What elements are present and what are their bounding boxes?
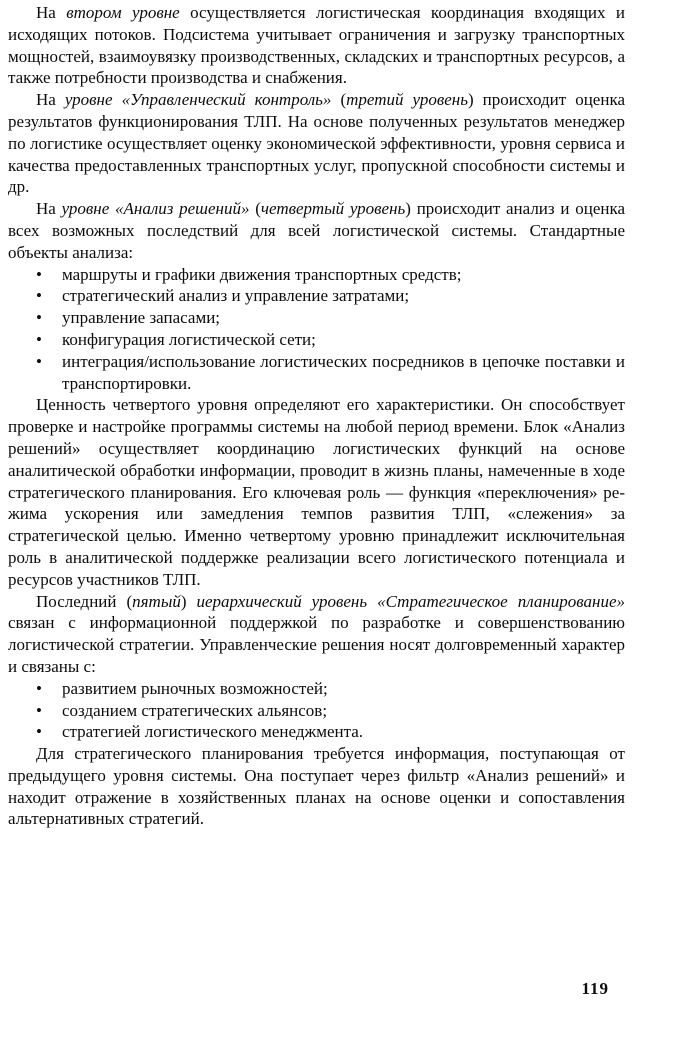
- analysis-objects-list: [8, 264, 625, 395]
- paragraph-third-level: [8, 89, 625, 198]
- italic-term: четвертый уровень: [260, 199, 406, 219]
- paragraph-text: ) происходит оценка результатов функционирования ТЛП. На основе полученных результатов менеджер по логистике осуществляет оценку экономической эффективности, уровня сервиса и качества предоставленных транспортных услуг, пропускной способности системы и др.: [8, 90, 625, 197]
- list-item-text: созданием стратегических альянсов;: [62, 700, 328, 720]
- list-item-text: маршруты и графики движения транспортных средств;: [62, 264, 462, 284]
- list-item-text: управление запасами;: [62, 308, 221, 328]
- bullet-icon: •: [36, 700, 42, 720]
- strategic-decisions-list: [8, 678, 625, 743]
- list-item-text: развитием рыночных возможностей;: [62, 678, 328, 698]
- list-item: [8, 721, 625, 743]
- paragraph-text: ) происходит анализ и оценка всех возможных последствий для всей логистической системы. Стандартные объекты анализа:: [8, 199, 626, 262]
- list-item: [8, 307, 625, 329]
- list-item-text: интеграция/использование логистических посредников в цепочке поставки и транспортировки.: [62, 351, 625, 393]
- italic-term: уровне «Анализ решений»: [61, 199, 250, 219]
- paragraph-text: На: [36, 90, 65, 110]
- list-item-text: конфигурация логистической сети;: [62, 329, 316, 349]
- list-item: [8, 678, 625, 700]
- bullet-icon: •: [36, 308, 42, 328]
- italic-term: третий уровень: [346, 90, 468, 110]
- paragraph-strategic-planning: Для стратегического планирования требуется информация, поступающая от предыдущего уровня системы. Она поступает через фильтр «Анализ решений» и находит отражение в хозяйственных планах на основе оценки и сопоставления альтернативных стратегий.: [8, 744, 625, 829]
- list-item: [8, 351, 625, 395]
- paragraph-text: ): [180, 591, 197, 611]
- paragraph-fourth-level-value: Ценность четвертого уровня определяют его характеристики. Он способствует проверке и настройке программы системы на любой период времени. Блок «Анализ решений» осуществляет координацию логистических функций на основе аналитической обработки информации, проводит в жизнь планы, намеченные в ходе стратегического планирования. Его ключевая роль — функция «переключения» режима ускорения или замедления темпов развития ТЛП, «слежения» за стратегической целью. Именно четвертому уровню принадлежит исключительная роль в аналитической поддержке реализации всего логистического потенциала и ресурсов участников ТЛП.: [8, 395, 625, 589]
- paragraph-text: На: [36, 199, 62, 219]
- list-item: [8, 700, 625, 722]
- bullet-icon: •: [36, 722, 42, 742]
- paragraph-text: Последний (: [36, 591, 133, 611]
- bullet-icon: •: [36, 264, 42, 284]
- paragraph-text: (: [331, 90, 347, 110]
- bullet-icon: •: [36, 286, 42, 306]
- paragraph-fourth-level: [8, 198, 625, 263]
- paragraph-text: связан с информационной поддержкой по разработке и совершенствованию логистической стратегии. Управленческие решения носят долговременный характер и связаны с:: [8, 613, 625, 676]
- bullet-icon: •: [36, 678, 42, 698]
- paragraph-text: (: [249, 199, 261, 219]
- list-item-text: стратегией логистического менеджмента.: [62, 722, 364, 742]
- italic-term: иерархический уровень «Стратегическое планирование»: [196, 591, 626, 611]
- paragraph-second-level: [8, 2, 625, 89]
- list-item-text: стратегический анализ и управление затратами;: [62, 286, 410, 306]
- paragraph-fifth-level: [8, 591, 625, 678]
- list-item: [8, 329, 625, 351]
- page-number: 119: [581, 979, 609, 998]
- paragraph-text: На: [36, 3, 67, 22]
- paragraph-text: осуществляется логистическая координация входящих и исходящих потоков. Подсистема учитывает ограничения и загрузку транспортных мощностей, взаимоувязку производственных, складских и транспортных ресурсов, а также потребности производства и снабжения.: [8, 3, 625, 88]
- italic-term: уровне «Управленческий контроль»: [64, 90, 332, 110]
- italic-term: пятый: [132, 591, 181, 611]
- list-item: [8, 285, 625, 307]
- bullet-icon: •: [36, 329, 42, 349]
- list-item: [8, 264, 625, 286]
- bullet-icon: •: [36, 351, 42, 371]
- italic-term: втором уровне: [66, 3, 180, 22]
